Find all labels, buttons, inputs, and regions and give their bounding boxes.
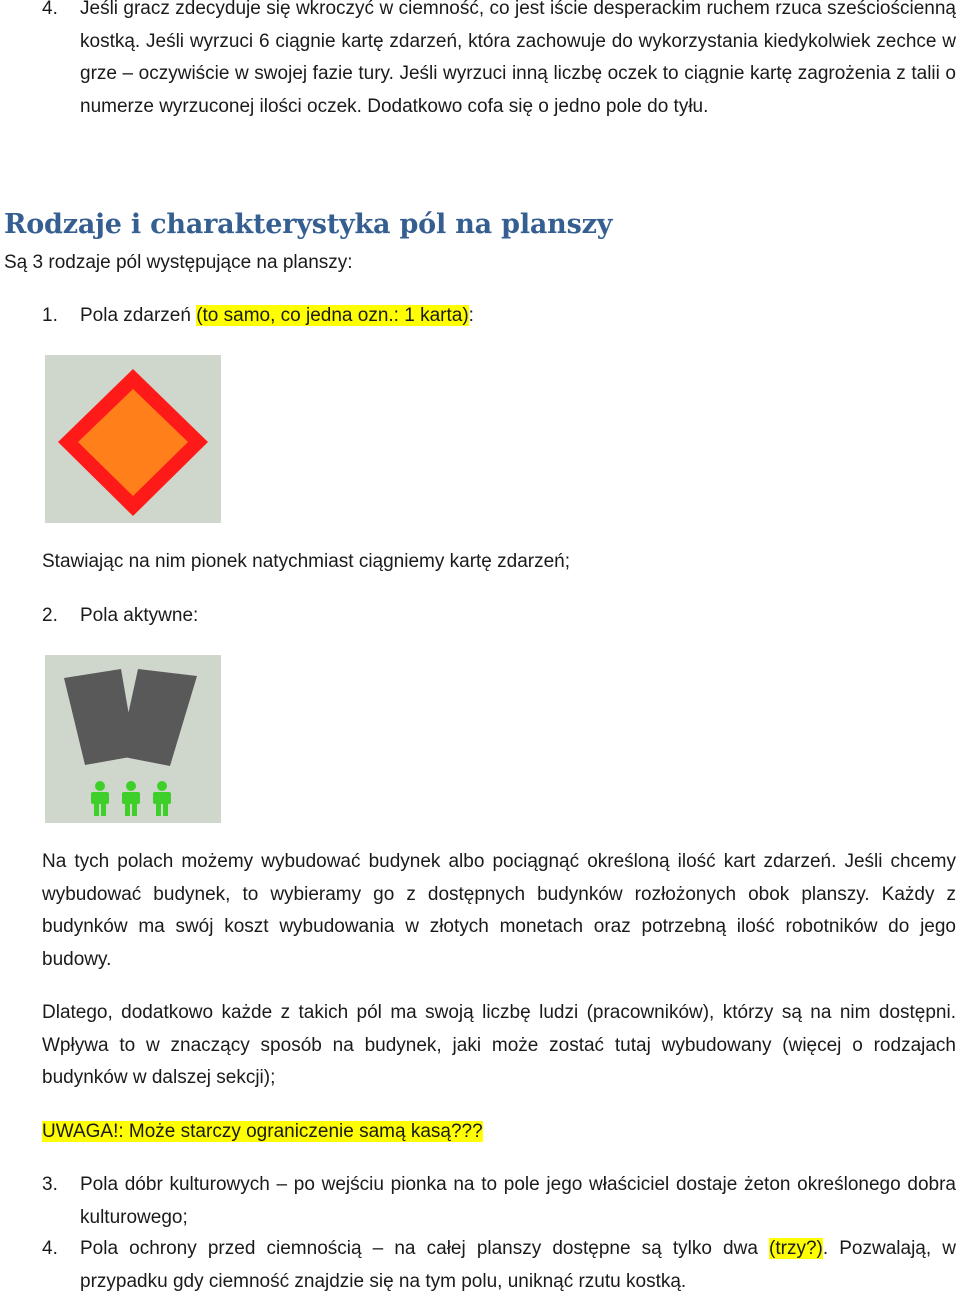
workers-icon	[91, 781, 171, 816]
cards-workers-icon	[45, 655, 221, 823]
field-protection-description	[80, 1233, 956, 1298]
list-number: 4.	[42, 0, 58, 19]
suffix: :	[468, 305, 474, 326]
list-number: 2.	[42, 605, 58, 626]
field-active-description: Na tych polach możemy wybudować budynek albo pociągnąć określoną ilość kart zdarzeń. Jeśli chcemy wybudować budynek, to wybieramy go z dostępnych budynków rozłożonych obok planszy. Każdy z budynków ma swój koszt wybudowania w złotych monetach oraz potrzebną ilość robotników do jego budowy.	[42, 851, 956, 970]
highlight-note: (trzy?)	[769, 1238, 823, 1259]
paragraph-darkness-move: Jeśli gracz zdecyduje się wkroczyć w ciemność, co jest iście desperackim ruchem rzuca sześciościenną kostką. Jeśli wyrzuci 6 ciągnie kartę zdarzeń, która zachowuje do wykorzystania kiedykolwiek zechce w grze – oczywiście w swojej fazie tury. Jeśli wyrzuci inną liczbę oczek to ciągnie kartę zagrożenia z talii o numerze wyrzuconej ilości oczek. Dodatkowo cofa się o jedno pole do tyłu.	[80, 0, 956, 117]
warning-note	[42, 1116, 483, 1149]
warning-note-text: UWAGA!: Może starczy ograniczenie samą kasą???	[42, 1121, 483, 1142]
active-field-tile	[45, 655, 221, 823]
field-culture-description: Pola dóbr kulturowych – po wejściu pionka na to pole jego właściciel dostaje żeton określonego dobra kulturowego;	[80, 1174, 956, 1228]
field-event-heading	[80, 300, 474, 333]
section-intro: Są 3 rodzaje pól występujące na planszy:	[4, 252, 353, 273]
field-active-heading: Pola aktywne:	[80, 605, 199, 626]
section-title: Rodzaje i charakterystyka pól na planszy	[4, 209, 613, 240]
highlight-note: (to samo, co jedna ozn.: 1 karta)	[196, 305, 469, 326]
card-right-icon	[119, 669, 197, 766]
field-event-label: Pola zdarzeń	[80, 305, 197, 326]
field-protection-text: Pola ochrony przed ciemnością – na całej planszy dostępne są tylko dwa	[80, 1238, 770, 1259]
field-active-description-2: Dlatego, dodatkowo każde z takich pól ma swoją liczbę ludzi (pracowników), którzy są na nim dostępni. Wpływa to w znaczący sposób na budynek, jaki może zostać tutaj wybudowany (więcej o rodzajach budynków w dalszej sekcji);	[42, 1002, 956, 1088]
field-protection-text-end: . Pozwalają, w przypadku gdy ciemność znajdzie się na tym polu, uniknąć rzutu kostką.	[80, 1238, 956, 1292]
diamond-event-icon	[45, 355, 221, 523]
list-number: 3.	[42, 1174, 58, 1195]
event-field-tile	[45, 355, 221, 523]
list-number: 4.	[42, 1238, 58, 1259]
list-number: 1.	[42, 305, 58, 326]
field-event-description: Stawiając na nim pionek natychmiast ciągniemy kartę zdarzeń;	[42, 551, 571, 572]
